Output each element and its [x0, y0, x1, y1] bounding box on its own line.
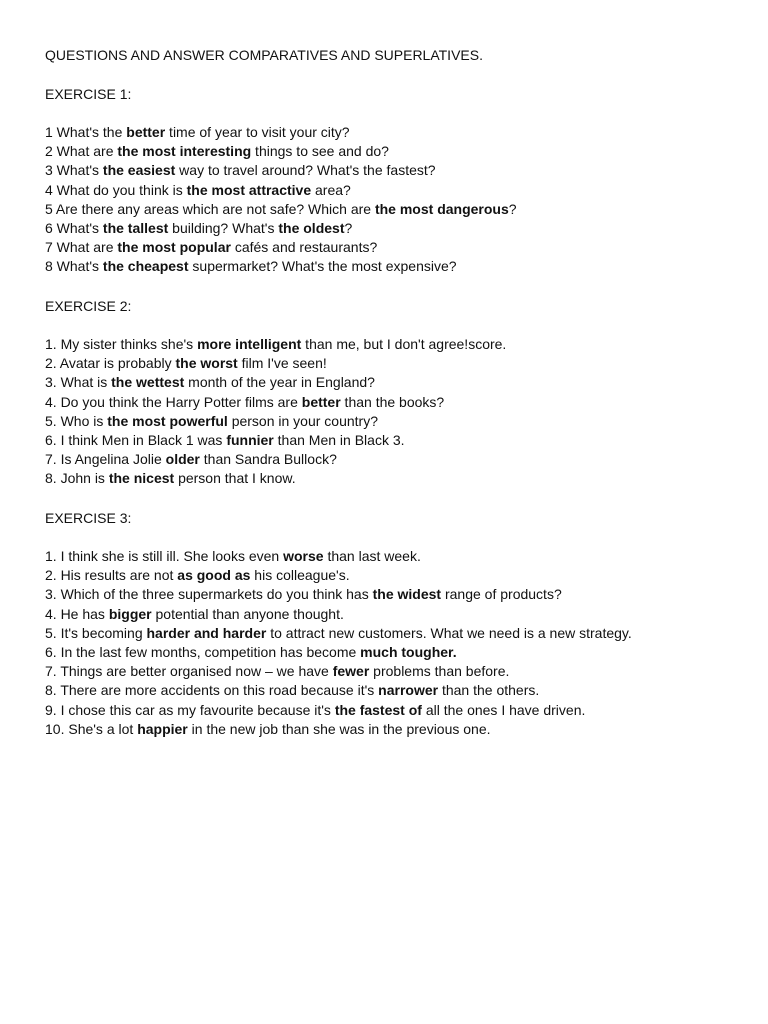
question-text: 4 What do you think is: [45, 181, 187, 198]
question-text: building? What's: [168, 220, 279, 237]
question-text: time of year to visit your city?: [165, 124, 350, 140]
question-text: film I've seen!: [237, 355, 327, 372]
answer-text: the tallest: [102, 220, 169, 237]
question-text: 2. His results are not: [45, 567, 178, 584]
exercise-item: [45, 547, 632, 566]
exercise-item: [45, 450, 506, 469]
question-text: 1. My sister thinks she's: [45, 336, 198, 352]
question-text: 2. Avatar is probably: [45, 355, 176, 372]
exercise-item: [45, 431, 506, 450]
question-text: 8. John is: [45, 470, 109, 487]
answer-text: the most interesting: [117, 143, 252, 160]
question-text: potential than anyone thought.: [151, 605, 344, 622]
document-title: QUESTIONS AND ANSWER COMPARATIVES AND SUPERLATIVES.: [45, 47, 483, 63]
answer-text: funnier: [226, 432, 274, 449]
exercise-item: [45, 161, 517, 180]
answer-text: the oldest: [278, 220, 345, 237]
question-text: range of products?: [441, 586, 562, 603]
question-text: 5 Are there any areas which are not safe? Which are: [45, 200, 375, 217]
question-text: 6. In the last few months, competition has become: [45, 644, 361, 661]
question-text: month of the year in England?: [184, 374, 375, 391]
exercise-item: [45, 624, 632, 643]
exercise-item: [45, 681, 632, 700]
exercise-1-heading: EXERCISE 1:: [45, 86, 132, 102]
exercise-item: [45, 585, 632, 604]
question-text: 5. Who is: [45, 412, 108, 429]
question-text: 3. Which of the three supermarkets do you think has: [45, 586, 373, 603]
answer-text: harder and harder: [146, 624, 267, 641]
question-text: all the ones I have driven.: [421, 701, 586, 718]
question-text: person in your country?: [227, 412, 379, 429]
answer-text: the fastest of: [334, 701, 422, 718]
question-text: 4. Do you think the Harry Potter films are: [45, 393, 302, 410]
answer-text: the most dangerous: [374, 200, 509, 217]
exercise-2-section: [45, 297, 506, 489]
question-text: 1. I think she is still ill. She looks even: [45, 548, 284, 564]
exercise-item: [45, 373, 506, 392]
exercise-item: [45, 181, 517, 200]
answer-text: more intelligent: [197, 336, 302, 352]
answer-text: older: [165, 451, 200, 468]
answer-text: fewer: [332, 663, 370, 680]
answer-text: the widest: [372, 586, 442, 603]
question-text: 8 What's: [45, 258, 103, 275]
exercise-3-heading: EXERCISE 3:: [45, 510, 132, 526]
question-text: supermarket? What's the most expensive?: [188, 258, 457, 275]
question-text: than the books?: [340, 393, 445, 410]
question-text: to attract new customers. What we need is a new strategy.: [266, 624, 632, 641]
question-text: than Sandra Bullock?: [199, 451, 337, 468]
exercise-item: [45, 200, 517, 219]
exercise-1-list: [45, 123, 517, 277]
question-text: 6 What's: [45, 220, 103, 237]
exercise-item: [45, 123, 517, 142]
answer-text: happier: [137, 720, 188, 737]
question-text: things to see and do?: [251, 143, 389, 160]
exercise-item: [45, 219, 517, 238]
answer-text: the nicest: [108, 470, 175, 487]
question-text: cafés and restaurants?: [230, 239, 378, 256]
question-text: 6. I think Men in Black 1 was: [45, 432, 227, 449]
exercise-2-heading: EXERCISE 2:: [45, 298, 132, 314]
question-text: 8. There are more accidents on this road because it's: [45, 682, 379, 699]
exercise-item: [45, 662, 632, 681]
question-text: 7. Is Angelina Jolie: [45, 451, 166, 468]
answer-text: the wettest: [111, 374, 185, 391]
question-text: 4. He has: [45, 605, 109, 622]
exercise-3-list: [45, 547, 632, 739]
answer-text: better: [301, 393, 341, 410]
question-text: area?: [311, 181, 351, 198]
question-text: 9. I chose this car as my favourite because it's: [45, 701, 335, 718]
answer-text: bigger: [108, 605, 152, 622]
question-text: than the others.: [438, 682, 540, 699]
exercise-item: [45, 643, 632, 662]
answer-text: the worst: [175, 355, 238, 372]
question-text: in the new job than she was in the previous one.: [187, 720, 491, 737]
question-text: problems than before.: [369, 663, 510, 680]
exercise-item: [45, 469, 506, 488]
answer-text: worse: [283, 548, 324, 564]
question-text: than me, but I don't agree!score.: [301, 336, 507, 352]
exercise-item: [45, 393, 506, 412]
question-text: 7. Things are better organised now – we have: [45, 663, 333, 680]
question-text: 7 What are: [45, 239, 118, 256]
question-text: ?: [344, 220, 353, 237]
answer-text: much tougher.: [360, 644, 457, 661]
question-text: than Men in Black 3.: [273, 432, 405, 449]
exercise-item: [45, 701, 632, 720]
exercise-item: [45, 238, 517, 257]
answer-text: the most attractive: [186, 181, 312, 198]
exercise-item: [45, 335, 506, 354]
exercise-item: [45, 605, 632, 624]
question-text: than last week.: [323, 548, 421, 564]
question-text: way to travel around? What's the fastest?: [175, 162, 436, 179]
answer-text: as good as: [177, 567, 251, 584]
exercise-item: [45, 354, 506, 373]
question-text: 10. She's a lot: [45, 720, 138, 737]
question-text: his colleague's.: [250, 567, 350, 584]
question-text: 1 What's the: [45, 124, 127, 140]
question-text: 3. What is: [45, 374, 112, 391]
answer-text: the most popular: [117, 239, 231, 256]
exercise-3-section: [45, 509, 632, 739]
question-text: 2 What are: [45, 143, 118, 160]
exercise-1-section: [45, 85, 517, 277]
answer-text: better: [126, 124, 166, 140]
exercise-item: [45, 257, 517, 276]
exercise-item: [45, 142, 517, 161]
exercise-item: [45, 412, 506, 431]
exercise-item: [45, 566, 632, 585]
answer-text: narrower: [378, 682, 439, 699]
question-text: ?: [508, 200, 517, 217]
answer-text: the easiest: [102, 162, 176, 179]
exercise-item: [45, 720, 632, 739]
answer-text: the most powerful: [107, 412, 228, 429]
question-text: person that I know.: [174, 470, 296, 487]
question-text: 3 What's: [45, 162, 103, 179]
exercise-2-list: [45, 335, 506, 489]
question-text: 5. It's becoming: [45, 624, 147, 641]
answer-text: the cheapest: [102, 258, 189, 275]
